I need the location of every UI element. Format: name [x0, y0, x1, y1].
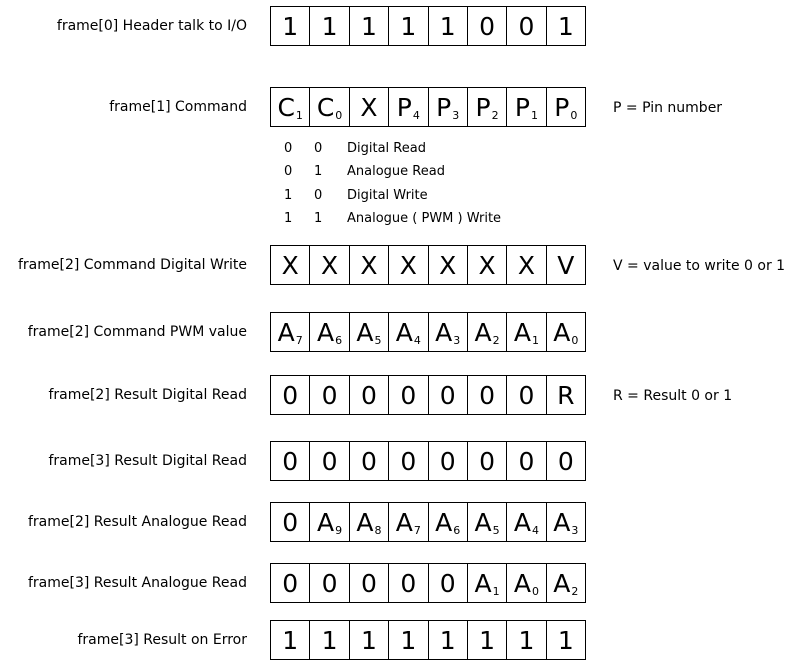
- bit-cell: [506, 442, 545, 480]
- bit-subscript: 2: [492, 333, 500, 347]
- bit-cell: [271, 88, 309, 126]
- bit-cell: [506, 313, 545, 351]
- bit-cell: [428, 503, 467, 541]
- bit-cell: [388, 7, 427, 45]
- row-label-frame-3-result-digital-read: frame[3] Result Digital Read: [48, 453, 247, 469]
- bit-cell: [546, 503, 585, 541]
- bit-symbol: P: [396, 92, 412, 122]
- bit-symbol: A: [395, 317, 413, 347]
- bit-symbol: 1: [557, 625, 574, 655]
- bit-cell: [349, 442, 388, 480]
- bit-symbol: 0: [479, 446, 496, 476]
- bit-cell: [271, 564, 309, 602]
- bit-symbol: 0: [479, 380, 496, 410]
- bit-cell: [309, 442, 348, 480]
- bit-symbol: A: [356, 507, 374, 537]
- bit-symbol: 0: [479, 11, 496, 41]
- bit-symbol: C: [316, 92, 335, 122]
- row-label-frame-2-command-digital-write: frame[2] Command Digital Write: [17, 257, 247, 273]
- bit-frame-frame-1-command: [270, 87, 586, 127]
- command-code-row: [284, 184, 501, 207]
- bit-symbol: 0: [282, 507, 299, 537]
- row-label-frame-3-result-analogue-read: frame[3] Result Analogue Read: [28, 575, 247, 591]
- bit-cell: [467, 376, 506, 414]
- bit-symbol: A: [317, 507, 335, 537]
- bit-cell: [428, 564, 467, 602]
- bit-symbol: A: [356, 317, 374, 347]
- row-note: R = Result 0 or 1: [613, 388, 733, 404]
- bit-symbol: 1: [400, 11, 417, 41]
- bit-symbol: A: [553, 317, 571, 347]
- row-label-frame-1-command: frame[1] Command: [109, 99, 247, 115]
- bit-symbol: A: [395, 507, 413, 537]
- bit-cell: [506, 376, 545, 414]
- bit-symbol: 0: [282, 568, 299, 598]
- bit-symbol: P: [436, 92, 452, 122]
- command-name: Digital Write: [347, 187, 428, 203]
- bit-cell: [546, 246, 585, 284]
- bit-cell: [388, 313, 427, 351]
- bit-subscript: 1: [295, 108, 303, 122]
- bit-subscript: 2: [491, 108, 499, 122]
- bit-symbol: X: [439, 250, 457, 280]
- bit-cell: [546, 7, 585, 45]
- bit-symbol: 0: [439, 446, 456, 476]
- bit-symbol: 0: [282, 380, 299, 410]
- bit-cell: [467, 442, 506, 480]
- bit-cell: [271, 313, 309, 351]
- bit-cell: [388, 88, 427, 126]
- bit-cell: [546, 313, 585, 351]
- bit-subscript: 4: [531, 523, 539, 537]
- command-bit-c0: 0: [314, 187, 323, 203]
- bit-symbol: 0: [282, 446, 299, 476]
- bit-subscript: 0: [570, 108, 578, 122]
- bit-cell: [271, 503, 309, 541]
- bit-cell: [349, 246, 388, 284]
- bit-cell: [388, 564, 427, 602]
- bit-symbol: 1: [321, 11, 338, 41]
- command-bit-c1: 0: [284, 164, 293, 180]
- bit-symbol: 1: [282, 11, 299, 41]
- bit-symbol: P: [514, 92, 530, 122]
- bit-symbol: C: [277, 92, 295, 122]
- row-note: P = Pin number: [613, 100, 723, 116]
- bit-cell: [467, 313, 506, 351]
- bit-subscript: 8: [374, 523, 382, 537]
- bit-symbol: X: [360, 250, 378, 280]
- bit-symbol: V: [557, 250, 575, 280]
- bit-subscript: 0: [531, 584, 539, 598]
- bit-subscript: 6: [453, 523, 461, 537]
- bit-subscript: 0: [335, 108, 343, 122]
- bit-subscript: 5: [492, 523, 500, 537]
- bit-subscript: 3: [452, 108, 460, 122]
- bit-cell: [467, 246, 506, 284]
- bit-cell: [506, 88, 545, 126]
- bit-symbol: 1: [360, 11, 377, 41]
- bit-frame-frame-2-result-digital-read: [270, 375, 586, 415]
- bit-symbol: X: [281, 250, 299, 280]
- command-name: Analogue Read: [347, 164, 445, 180]
- command-code-row: [284, 137, 501, 160]
- bit-cell: [428, 621, 467, 659]
- bit-cell: [467, 503, 506, 541]
- bit-cell: [349, 503, 388, 541]
- bit-cell: [349, 376, 388, 414]
- bit-symbol: 1: [282, 625, 299, 655]
- bit-subscript: 7: [413, 523, 421, 537]
- bit-cell: [506, 564, 545, 602]
- bit-subscript: 1: [492, 584, 500, 598]
- bit-cell: [388, 621, 427, 659]
- bit-cell: [467, 564, 506, 602]
- bit-symbol: 0: [360, 380, 377, 410]
- bit-symbol: 1: [439, 11, 456, 41]
- bit-cell: [271, 376, 309, 414]
- bit-symbol: 1: [479, 625, 496, 655]
- bit-symbol: A: [513, 568, 531, 598]
- bit-symbol: X: [478, 250, 496, 280]
- bit-symbol: A: [474, 568, 492, 598]
- bit-symbol: X: [517, 250, 535, 280]
- command-bit-c0: 1: [314, 210, 323, 226]
- bit-subscript: 3: [453, 333, 461, 347]
- bit-symbol: 0: [518, 446, 535, 476]
- row-label-frame-2-result-analogue-read: frame[2] Result Analogue Read: [28, 514, 247, 530]
- bit-cell: [428, 442, 467, 480]
- bit-cell: [309, 564, 348, 602]
- bit-cell: [467, 88, 506, 126]
- bit-symbol: 0: [439, 380, 456, 410]
- command-name: Analogue ( PWM ) Write: [347, 210, 502, 226]
- bit-cell: [546, 621, 585, 659]
- bit-symbol: A: [317, 317, 335, 347]
- bit-cell: [309, 7, 348, 45]
- bit-cell: [271, 442, 309, 480]
- bit-symbol: 0: [400, 446, 417, 476]
- bit-cell: [271, 621, 309, 659]
- bit-frame-frame-2-command-digital-write: [270, 245, 586, 285]
- bit-symbol: 0: [321, 568, 338, 598]
- bit-cell: [506, 503, 545, 541]
- bit-cell: [546, 88, 585, 126]
- bit-symbol: A: [553, 568, 571, 598]
- bit-subscript: 9: [335, 523, 343, 537]
- bit-symbol: 1: [557, 11, 574, 41]
- bit-symbol: A: [474, 507, 492, 537]
- bit-subscript: 4: [413, 333, 421, 347]
- bit-frame-frame-2-command-pwm-value: [270, 312, 586, 352]
- bit-cell: [467, 7, 506, 45]
- bit-symbol: A: [435, 317, 453, 347]
- bit-symbol: 0: [400, 568, 417, 598]
- bit-symbol: 1: [400, 625, 417, 655]
- bit-frame-frame-3-result-analogue-read: [270, 563, 586, 603]
- bit-subscript: 5: [374, 333, 382, 347]
- bit-cell: [546, 564, 585, 602]
- bit-cell: [506, 246, 545, 284]
- bit-symbol: 0: [321, 446, 338, 476]
- bit-symbol: 0: [557, 446, 574, 476]
- bit-symbol: A: [513, 317, 531, 347]
- bit-symbol: 0: [439, 568, 456, 598]
- bit-cell: [467, 621, 506, 659]
- bit-symbol: 1: [360, 625, 377, 655]
- command-bit-c0: 1: [314, 164, 323, 180]
- bit-cell: [349, 88, 388, 126]
- bit-symbol: 0: [360, 446, 377, 476]
- bit-symbol: 0: [321, 380, 338, 410]
- bit-cell: [428, 376, 467, 414]
- bit-subscript: 1: [530, 108, 538, 122]
- row-label-frame-3-result-on-error: frame[3] Result on Error: [77, 632, 247, 648]
- bit-cell: [388, 246, 427, 284]
- bit-symbol: A: [474, 317, 492, 347]
- bit-cell: [428, 313, 467, 351]
- bit-subscript: 3: [571, 523, 579, 537]
- command-code-row: [284, 207, 501, 230]
- bit-symbol: R: [557, 380, 575, 410]
- bit-symbol: X: [360, 92, 378, 122]
- row-label-frame-2-result-digital-read: frame[2] Result Digital Read: [48, 387, 247, 403]
- bit-symbol: A: [435, 507, 453, 537]
- bit-cell: [388, 442, 427, 480]
- bit-subscript: 4: [412, 108, 420, 122]
- command-code-row: [284, 160, 501, 183]
- bit-symbol: P: [554, 92, 570, 122]
- bit-cell: [271, 7, 309, 45]
- bit-cell: [349, 621, 388, 659]
- command-bit-c0: 0: [314, 141, 323, 156]
- bit-cell: [388, 376, 427, 414]
- bit-cell: [309, 313, 348, 351]
- command-code-table: [284, 137, 501, 230]
- bit-symbol: A: [513, 507, 531, 537]
- bit-cell: [428, 88, 467, 126]
- bit-frame-frame-3-result-on-error: [270, 620, 586, 660]
- bit-cell: [388, 503, 427, 541]
- command-bit-c1: 1: [284, 210, 293, 226]
- bit-cell: [309, 246, 348, 284]
- bit-frame-frame-3-result-digital-read: [270, 441, 586, 481]
- bit-cell: [309, 376, 348, 414]
- bit-cell: [428, 7, 467, 45]
- bit-symbol: 1: [518, 625, 535, 655]
- bit-subscript: 2: [571, 584, 579, 598]
- bit-symbol: 1: [439, 625, 456, 655]
- bit-cell: [506, 621, 545, 659]
- bit-symbol: X: [320, 250, 339, 280]
- bit-symbol: 0: [518, 380, 535, 410]
- bit-cell: [428, 246, 467, 284]
- bit-frame-frame-0-header-talk-to-i-o: [270, 6, 586, 46]
- bit-cell: [506, 7, 545, 45]
- bit-subscript: 6: [335, 333, 343, 347]
- bit-subscript: 7: [295, 333, 303, 347]
- bit-cell: [349, 564, 388, 602]
- bit-cell: [309, 621, 348, 659]
- bit-symbol: 0: [400, 380, 417, 410]
- bit-frame-frame-2-result-analogue-read: [270, 502, 586, 542]
- row-label-frame-2-command-pwm-value: frame[2] Command PWM value: [27, 324, 247, 340]
- bit-symbol: 0: [360, 568, 377, 598]
- bit-cell: [349, 7, 388, 45]
- command-bit-c1: 1: [284, 187, 293, 203]
- bit-subscript: 0: [571, 333, 579, 347]
- bit-symbol: A: [553, 507, 571, 537]
- bit-subscript: 1: [531, 333, 539, 347]
- bit-symbol: 1: [321, 625, 338, 655]
- bit-cell: [271, 246, 309, 284]
- bit-symbol: X: [399, 250, 417, 280]
- bit-cell: [309, 503, 348, 541]
- bit-cell: [546, 442, 585, 480]
- command-bit-c1: 0: [284, 141, 293, 156]
- row-label-frame-0-header-talk-to-i-o: frame[0] Header talk to I/O: [56, 18, 247, 34]
- bit-cell: [546, 376, 585, 414]
- bit-cell: [349, 313, 388, 351]
- row-note: V = value to write 0 or 1: [613, 258, 786, 274]
- command-name: Digital Read: [347, 141, 426, 156]
- bit-symbol: P: [475, 92, 491, 122]
- bit-cell: [309, 88, 348, 126]
- bit-symbol: A: [277, 317, 295, 347]
- bit-symbol: 0: [518, 11, 535, 41]
